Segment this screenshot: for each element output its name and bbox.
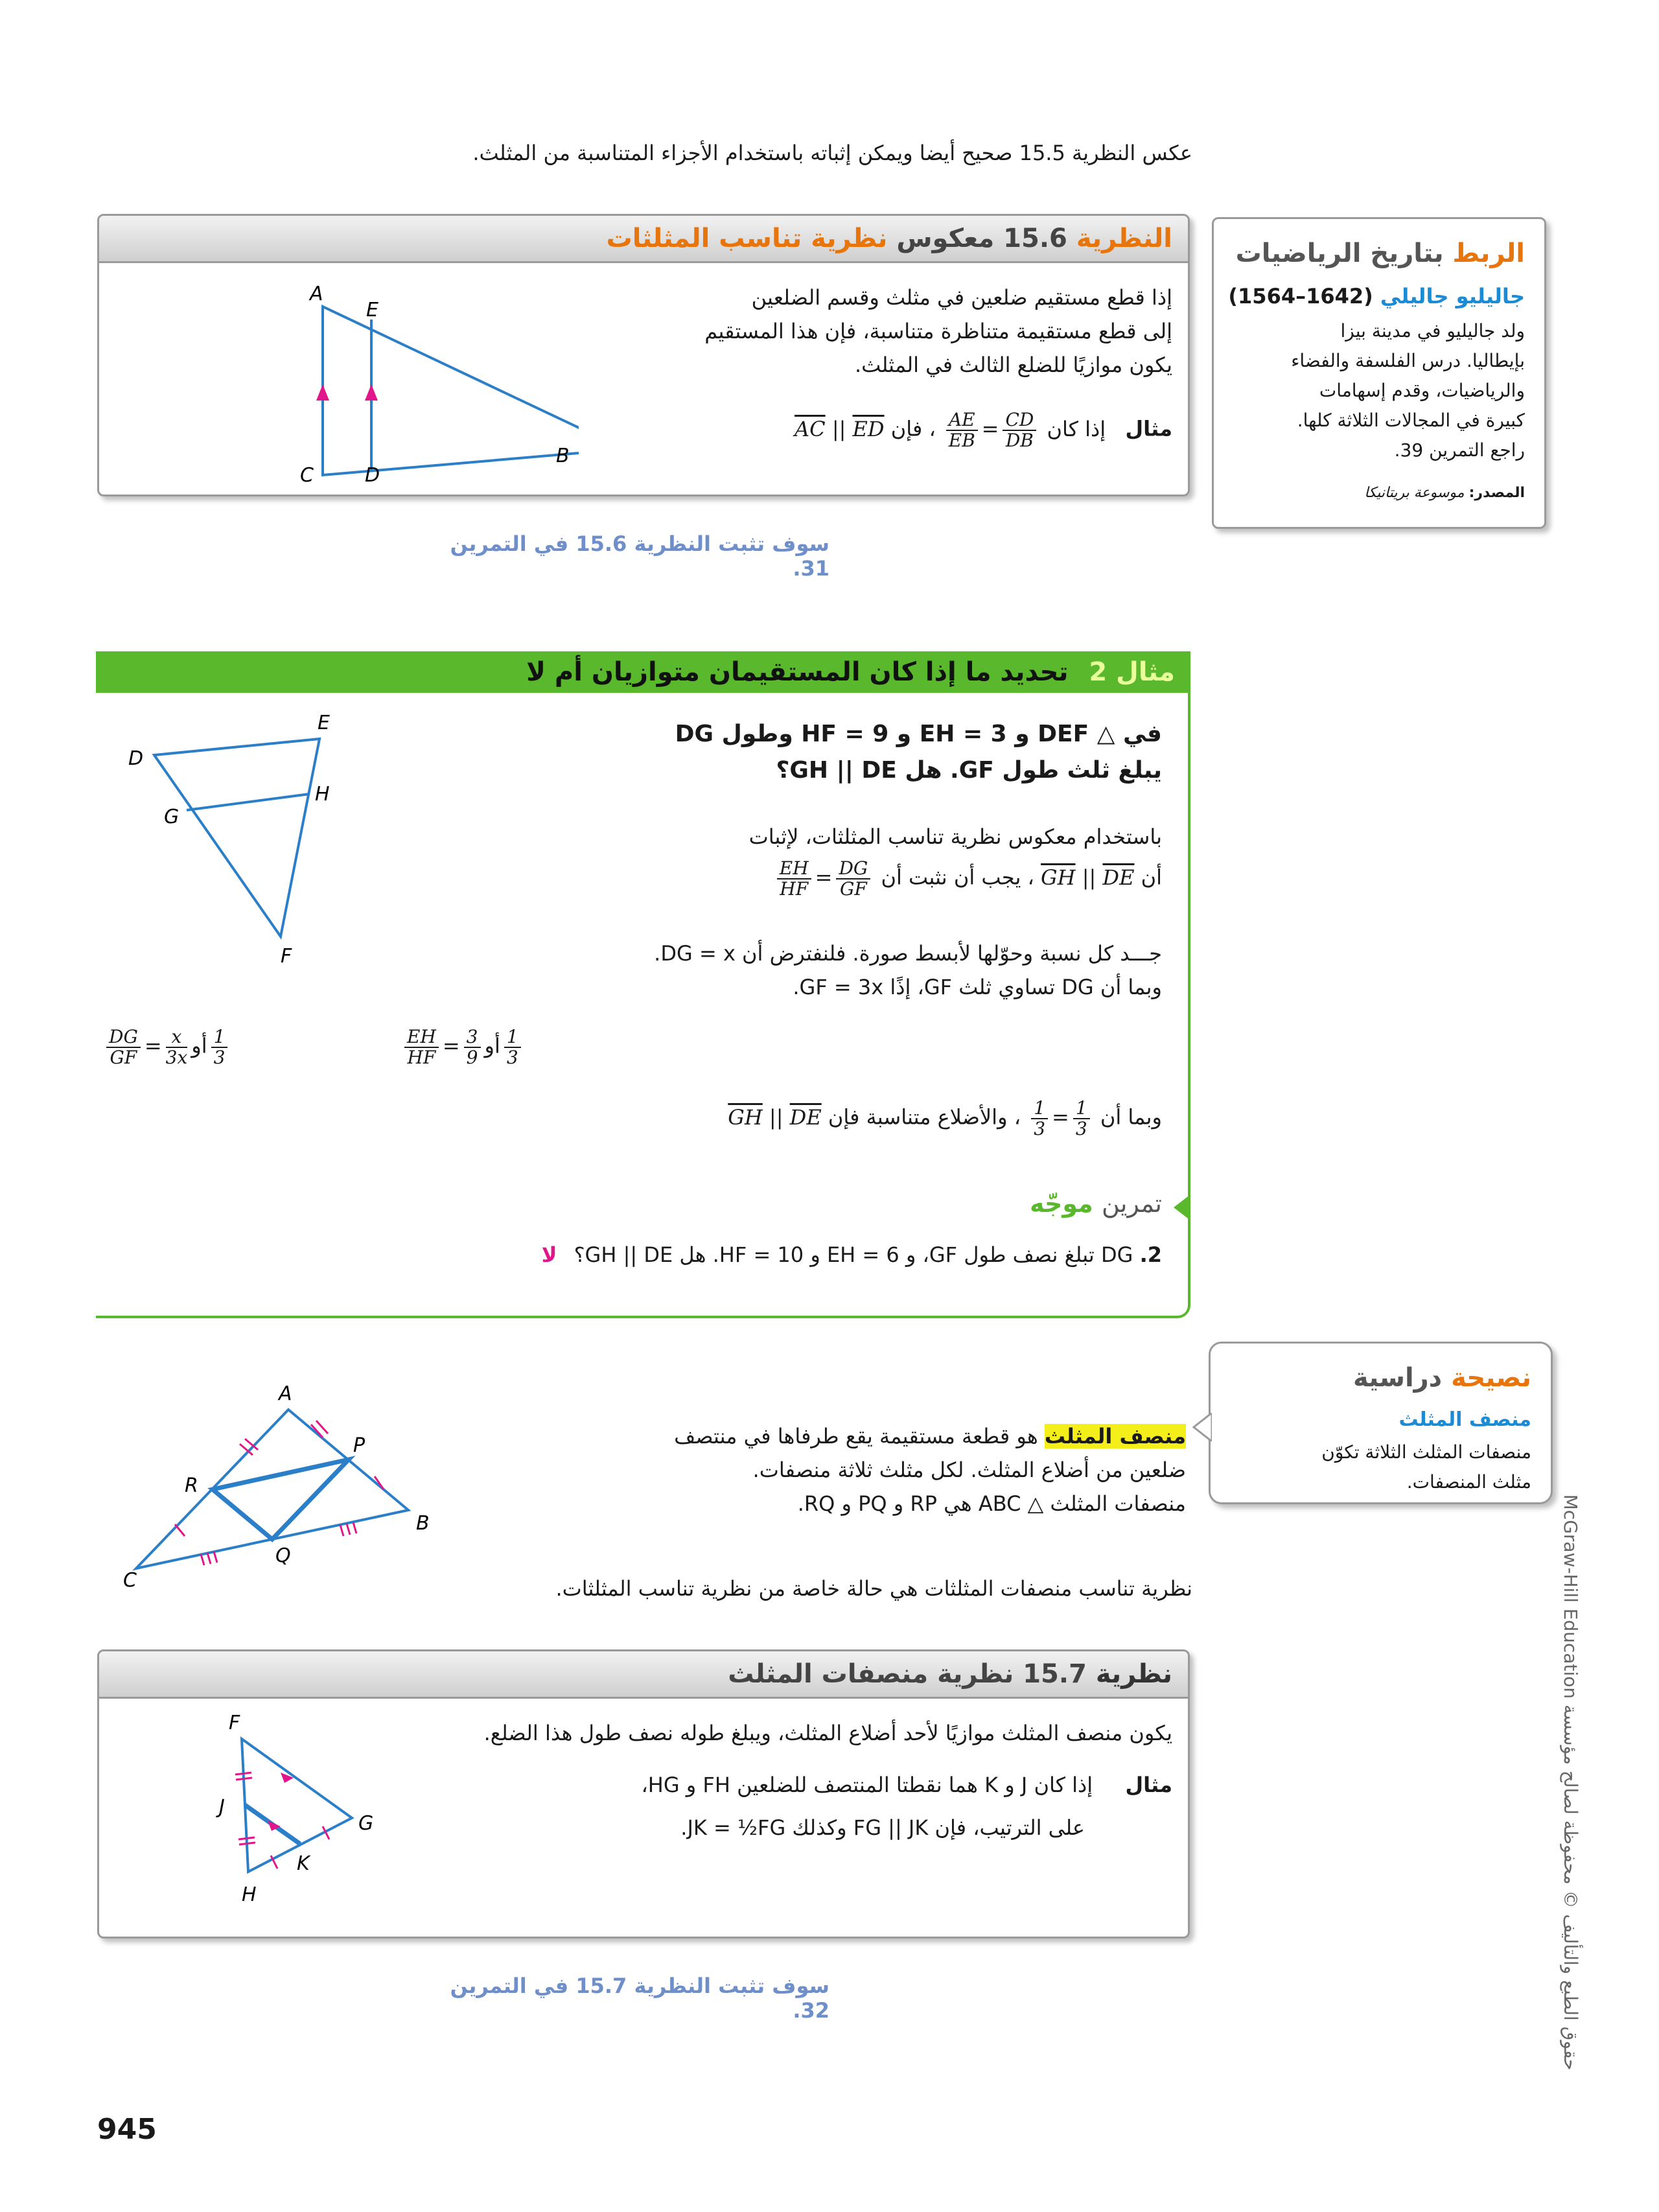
frac-num: CD <box>1003 410 1036 431</box>
theorem-15-7-box <box>97 1649 1190 1938</box>
tick-marks <box>175 1421 384 1565</box>
example-if: إذا كان <box>1047 416 1106 441</box>
example-label: مثال <box>1125 1773 1172 1797</box>
statement-line: إذا قطع مستقيم ضلعين في مثلث وقسم الضلعين <box>751 285 1172 310</box>
exercise-number: 2. <box>1139 1242 1162 1267</box>
midsegment-note: نظرية تناسب منصفات المثلثات هي حالة خاصة من نظرية تناسب المثلثات. <box>555 1576 1192 1601</box>
segment: $\overline{GH}$ <box>728 1104 763 1130</box>
parallel-arrow-icon <box>316 384 329 401</box>
theorem-15-7-diagram <box>157 1700 456 1920</box>
frac-den: EB <box>948 430 975 451</box>
label-b: B <box>416 1512 430 1535</box>
label-j: J <box>219 1796 225 1819</box>
label-r: R <box>185 1474 198 1497</box>
example-2-panel <box>96 651 1190 1318</box>
frac-den: 3 <box>1075 1118 1087 1139</box>
side-copyright: حقوق الطبع والتأليف © محفوظة لصالح مؤسسة McGraw-Hill Education <box>1560 1494 1581 2071</box>
history-line: بإيطاليا. درس الفلسفة والفضاء <box>1291 350 1525 371</box>
triangle-acb <box>323 307 579 475</box>
example-formula: $\frac{AE}{EB}$ = $\frac{CD}{DB}$ <box>942 410 1040 450</box>
label-h: H <box>315 783 330 806</box>
exercise-answer: لا <box>541 1242 557 1267</box>
frac-num: 1 <box>211 1027 228 1048</box>
parallel-statement: $\overline{GH}$ || $\overline{DE}$ <box>1041 865 1135 890</box>
label-c: C <box>123 1569 137 1588</box>
label-d: D <box>365 464 380 487</box>
example-2-header <box>96 651 1188 693</box>
triangle-def <box>154 739 319 937</box>
person-name: جاليليو جاليلي <box>1380 284 1525 309</box>
triangle-abc <box>136 1410 408 1568</box>
study-tip-title <box>1353 1363 1531 1393</box>
s2a: أن <box>1141 865 1162 890</box>
history-line: راجع التمرين 39. <box>1394 439 1525 461</box>
ratio-equation: $\frac{EH}{HF}$ = $\frac{DG}{GF}$ <box>773 859 875 899</box>
history-title <box>1236 239 1525 268</box>
page-number: 945 <box>97 2113 157 2146</box>
tip-pointer-icon <box>1191 1413 1212 1441</box>
definition-line-2: ضلعين من أضلاع المثلث. لكل مثلث ثلاثة منصفات. <box>752 1458 1186 1482</box>
example-line-2: على الترتيب، فإن FG || JK وكذلك JK = ½FG. <box>680 1815 1085 1840</box>
segment-gh <box>187 794 310 810</box>
segment: $\overline{GH}$ <box>1041 865 1076 890</box>
midsegment-diagram <box>117 1380 454 1588</box>
label-f: F <box>229 1712 240 1734</box>
example-2-diagram <box>109 690 446 975</box>
label-p: P <box>353 1434 365 1457</box>
or-word: أو <box>191 1033 207 1058</box>
s5b: ، والأضلاع متناسبة فإن <box>828 1104 1021 1130</box>
theorem-number: 15.7 <box>1023 1659 1087 1689</box>
definition-line-3: منصفات المثلث △ ABC هي RP و PQ و RQ. <box>797 1491 1186 1516</box>
theorem-15-6-header <box>99 216 1188 263</box>
theorem-15-7-proof-note: سوف تثبت النظرية 15.7 في التمرين 32. <box>450 1973 830 2023</box>
statement-line: يكون موازيًا للضلع الثالث في المثلث. <box>854 353 1172 377</box>
frac-den: DB <box>1005 430 1034 451</box>
theorem-15-7-statement: يكون منصف المثلث موازيًا لأحد أضلاع المثلث، ويبلغ طوله نصف طول هذا الضلع. <box>483 1721 1172 1745</box>
source-text: موسوعة بريتانيكا <box>1364 485 1465 501</box>
history-title-a: الربط <box>1452 239 1525 268</box>
dg-gf-ratio: $\frac{DG}{GF}$ = $\frac{x}{3x}$ أو $\frac{1}{3}$ <box>102 1027 231 1067</box>
label-e: E <box>366 299 378 321</box>
guided-title-a: تمرين <box>1101 1189 1162 1218</box>
example-2-given <box>579 716 1162 789</box>
solution-line-1: باستخدام معكوس نظرية تناسب المثلثات، لإثبات <box>748 824 1162 849</box>
term-highlight: منصف المثلث <box>1044 1424 1186 1449</box>
tip-line: مثلث المنصفات. <box>1406 1471 1531 1493</box>
label-e: E <box>318 712 330 734</box>
theorem-15-6-statement <box>576 281 1172 382</box>
eh-hf-ratio: $\frac{EH}{HF}$ = $\frac{3}{9}$ أو $\frac{1}{3}$ <box>400 1027 525 1067</box>
frac-den: GF <box>110 1047 137 1068</box>
solution-line-5 <box>514 1099 1162 1139</box>
label-h: H <box>242 1883 257 1906</box>
solution-line-2 <box>579 859 1162 899</box>
guided-exercise[interactable] <box>151 1238 1162 1272</box>
history-box <box>1212 217 1546 529</box>
tip-subtitle: منصف المثلث <box>1398 1408 1531 1431</box>
label-b: B <box>556 445 570 467</box>
frac-num: 3 <box>464 1027 481 1048</box>
segment: $\overline{ED}$ <box>852 416 885 441</box>
frac-den: 9 <box>466 1047 478 1068</box>
theorem-15-6-proof-note: سوف تثبت النظرية 15.6 في التمرين 31. <box>450 531 830 581</box>
parallel-arrow-icon <box>365 384 378 401</box>
frac-num: EH <box>777 859 811 879</box>
frac-num: EH <box>404 1027 439 1048</box>
theorem-15-7-header <box>99 1651 1188 1699</box>
frac-num: DG <box>836 859 870 879</box>
frac-num: 1 <box>1073 1099 1090 1119</box>
history-source <box>1364 485 1525 501</box>
exercise-text: DG تبلغ نصف طول GF، و EH = 6 و HF = 10. هل GH || DE؟ <box>574 1242 1133 1267</box>
frac-num: 1 <box>504 1027 521 1048</box>
theorem-15-6-diagram <box>177 281 579 488</box>
history-line: ولد جاليليو في مدينة بيزا <box>1340 320 1525 342</box>
or-word: أو <box>484 1033 500 1058</box>
tip-line: منصفات المثلث الثلاثة تكوّن <box>1321 1441 1531 1463</box>
s5a: وبما أن <box>1100 1104 1162 1130</box>
frac-num: 1 <box>1031 1099 1048 1119</box>
equal-fractions: $\frac{1}{3}$ = $\frac{1}{3}$ <box>1027 1099 1093 1139</box>
frac-den: 3x <box>165 1047 188 1068</box>
label-a: A <box>279 1382 292 1405</box>
label-d: D <box>128 747 144 770</box>
label-k: K <box>297 1852 310 1875</box>
given-line-2: يبلغ ثلث طول GF. هل GH || DE؟ <box>776 757 1162 784</box>
frac-den: 3 <box>1034 1118 1046 1139</box>
theorem-title: نظرية منصفات المثلث <box>728 1659 1014 1689</box>
person-years: (1642–1564) <box>1228 284 1373 309</box>
theorem-number: 15.6 <box>1003 224 1067 253</box>
midsegment-definition <box>570 1419 1186 1520</box>
example-conclusion <box>795 412 885 446</box>
history-title-b: بتاريخ الرياضيات <box>1235 239 1444 268</box>
label-g: G <box>164 806 180 828</box>
history-person <box>1228 284 1525 309</box>
theorem-15-6-example <box>524 410 1172 450</box>
label-q: Q <box>275 1544 291 1567</box>
example-2-label: مثال 2 <box>1089 657 1175 687</box>
segment: $\overline{DE}$ <box>789 1104 822 1130</box>
example-line-1: إذا كان J و K هما نقطتا المنتصف للضلعين FH و HG، <box>641 1773 1093 1797</box>
label-f: F <box>281 945 292 968</box>
study-tip-box <box>1209 1342 1553 1504</box>
guided-marker-icon <box>1171 1194 1190 1220</box>
label-a: A <box>310 283 323 305</box>
frac-den: HF <box>780 878 809 900</box>
example-then: ، فإن <box>890 416 936 441</box>
frac-num: x <box>166 1027 188 1048</box>
tip-title-b: دراسية <box>1353 1363 1443 1393</box>
parallel-symbol: || <box>831 416 846 441</box>
intro-text: عكس النظرية 15.5 صحيح أيضا ويمكن إثباته باستخدام الأجزاء المتناسبة من المثلث. <box>472 141 1192 165</box>
example-label: مثال <box>1125 416 1172 441</box>
def-text-1: هو قطعة مستقيمة يقع طرفاها في منتصف <box>674 1424 1038 1449</box>
definition-line-1 <box>570 1419 1186 1453</box>
theorem-label: النظرية <box>1076 224 1172 253</box>
tip-body <box>1227 1438 1531 1497</box>
solution-line-4: وبما أن DG تساوي ثلث GF، إذًا GF = 3x. <box>793 975 1162 999</box>
guided-title-b: موجّه <box>1029 1189 1093 1218</box>
example-2-title: تحديد ما إذا كان المستقيمان متوازيان أم لا <box>526 657 1069 687</box>
frac-den: HF <box>407 1047 436 1068</box>
frac-num: AE <box>946 410 978 431</box>
frac-den: GF <box>839 878 867 900</box>
theorem-label: نظرية <box>1095 1659 1172 1689</box>
tip-title-a: نصيحة <box>1451 1363 1531 1393</box>
frac-num: DG <box>106 1027 141 1048</box>
s2b: ، يجب أن نثبت أن <box>881 865 1034 890</box>
given-line-1: في △ DEF و EH = 3 و HF = 9 وطول DG <box>675 721 1162 747</box>
statement-line: إلى قطع مستقيمة متناظرة متناسبة، فإن هذا المستقيم <box>704 319 1172 343</box>
frac-den: 3 <box>506 1047 518 1068</box>
theorem-title-a: معكوس <box>896 224 995 253</box>
history-line: كبيرة في المجالات الثلاثة كلها. <box>1297 410 1525 431</box>
conclusion: $\overline{GH}$ || $\overline{DE}$ <box>728 1104 822 1130</box>
theorem-15-6-box <box>97 214 1190 496</box>
label-c: C <box>300 464 314 487</box>
solution-line-3: جـــد كل نسبة وحوّلها لأبسط صورة. فلنفترض أن DG = x. <box>654 941 1162 966</box>
label-g: G <box>358 1812 374 1835</box>
guided-practice-title <box>1030 1189 1162 1218</box>
theorem-title-b: نظرية تناسب المثلثات <box>606 224 888 253</box>
frac-den: 3 <box>213 1047 226 1068</box>
source-label: المصدر: <box>1468 485 1525 501</box>
segment: $\overline{DE}$ <box>1102 865 1135 890</box>
segment: $\overline{AC}$ <box>795 416 826 441</box>
history-line: والرياضيات، وقدم إسهامات <box>1319 380 1525 401</box>
history-body <box>1227 316 1525 465</box>
